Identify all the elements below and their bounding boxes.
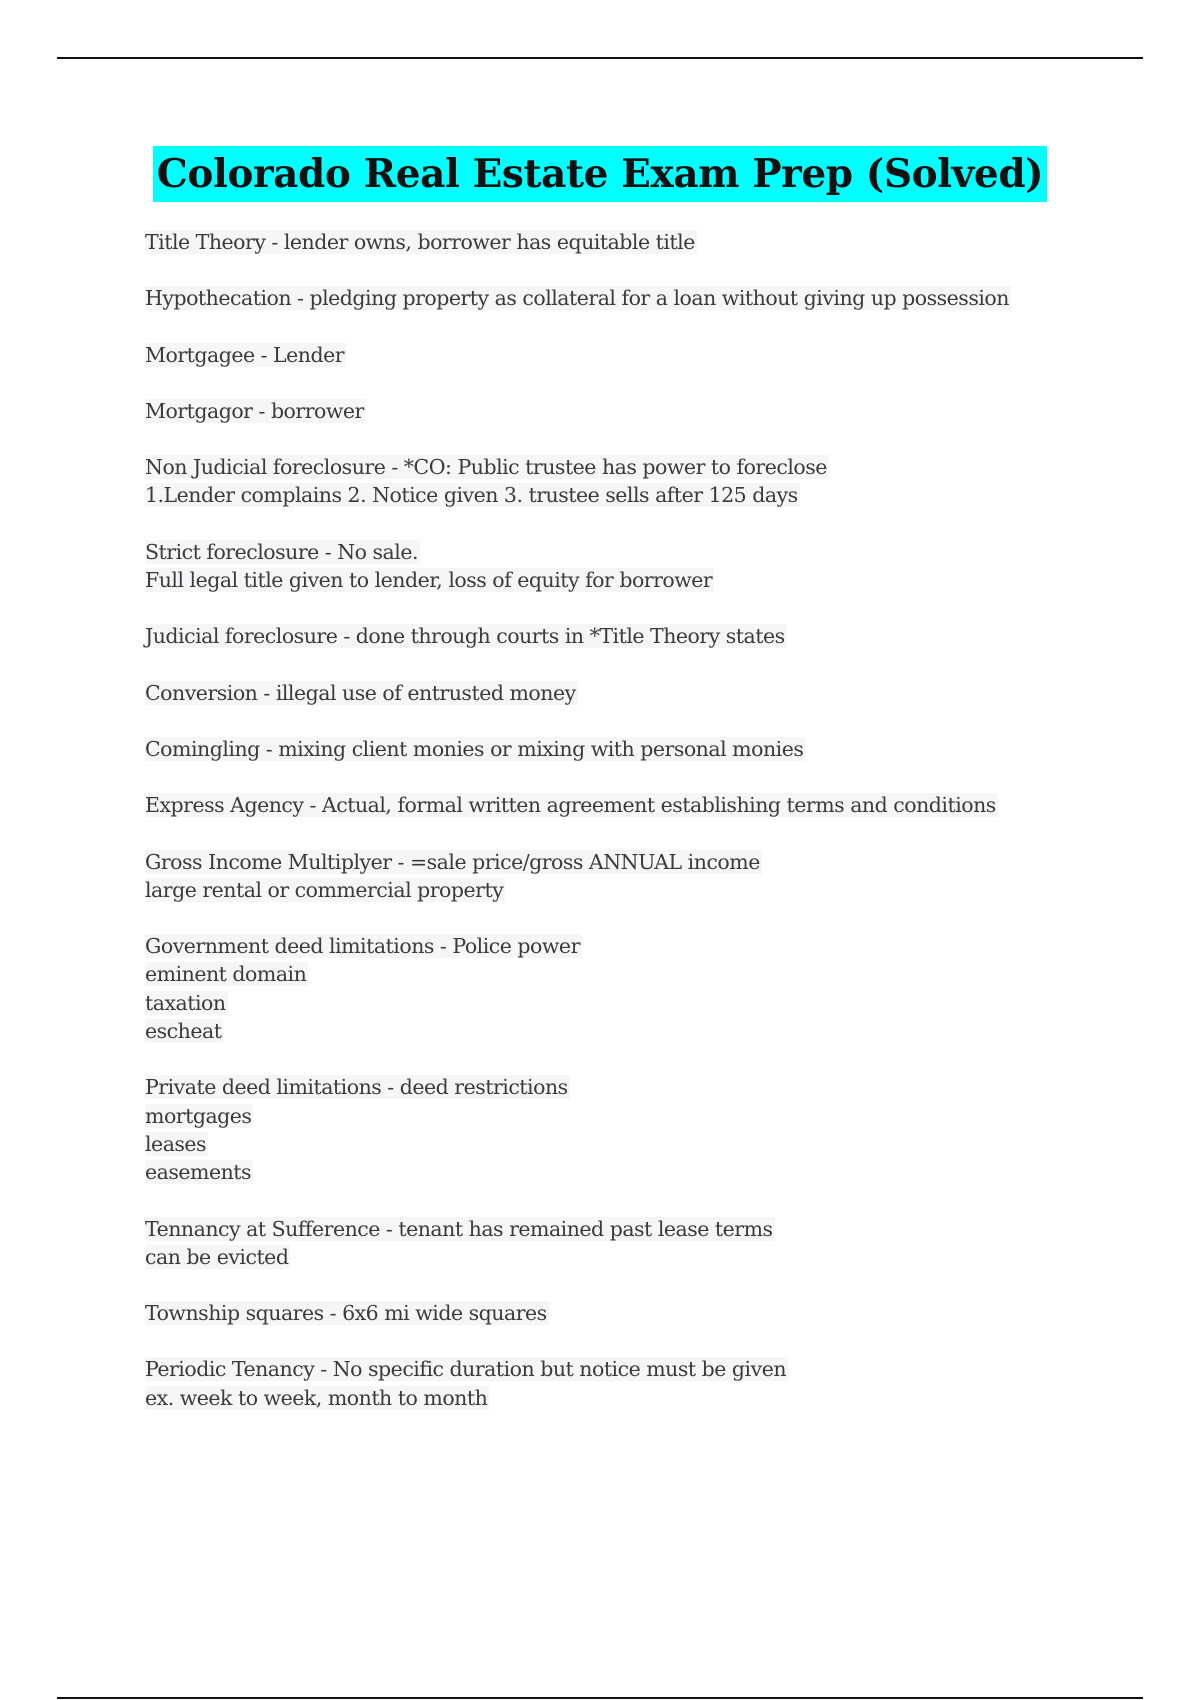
flashcard-entry xyxy=(145,932,1065,1045)
flashcard-entry xyxy=(145,1073,1065,1186)
entry-detail-line xyxy=(145,481,1065,509)
entry-text: escheat xyxy=(145,1019,222,1044)
entry-text: Conversion - illegal use of entrusted money xyxy=(145,680,576,705)
entry-text: Private deed limitations - deed restrictions xyxy=(145,1075,568,1100)
entry-text: eminent domain xyxy=(145,962,307,987)
flashcard-entry xyxy=(145,341,1065,369)
entry-text: Tennancy at Sufference - tenant has remained past lease terms xyxy=(145,1216,773,1241)
entry-term-definition xyxy=(145,453,1065,481)
flashcard-entry xyxy=(145,622,1065,650)
entry-text: mortgages xyxy=(145,1103,252,1128)
flashcard-list xyxy=(145,228,1065,1440)
entry-text: Periodic Tenancy - No specific duration but notice must be given xyxy=(145,1357,787,1382)
entry-detail-line xyxy=(145,1384,1065,1412)
title-container xyxy=(0,146,1200,202)
flashcard-entry xyxy=(145,284,1065,312)
entry-term-definition xyxy=(145,1215,1065,1243)
entry-text: Judicial foreclosure - done through courts in *Title Theory states xyxy=(145,624,785,649)
entry-detail-line xyxy=(145,876,1065,904)
entry-term-definition xyxy=(145,228,1065,256)
entry-text: easements xyxy=(145,1160,252,1185)
flashcard-entry xyxy=(145,397,1065,425)
entry-term-definition xyxy=(145,284,1065,312)
entry-detail-line xyxy=(145,1102,1065,1130)
entry-detail-line xyxy=(145,566,1065,594)
entry-term-definition xyxy=(145,1073,1065,1101)
entry-text: Express Agency - Actual, formal written agreement establishing terms and conditions xyxy=(145,793,996,818)
entry-text: Township squares - 6x6 mi wide squares xyxy=(145,1301,547,1326)
entry-text: ex. week to week, month to month xyxy=(145,1385,488,1410)
entry-term-definition xyxy=(145,679,1065,707)
flashcard-entry xyxy=(145,228,1065,256)
entry-text: Mortgagee - Lender xyxy=(145,342,345,367)
entry-detail-line xyxy=(145,989,1065,1017)
entry-detail-line xyxy=(145,1158,1065,1186)
entry-text: leases xyxy=(145,1131,207,1156)
entry-term-definition xyxy=(145,397,1065,425)
entry-text: Gross Income Multiplyer - =sale price/gross ANNUAL income xyxy=(145,849,760,874)
entry-text: can be evicted xyxy=(145,1244,289,1269)
entry-text: Hypothecation - pledging property as collateral for a loan without giving up possession xyxy=(145,286,1009,311)
flashcard-entry xyxy=(145,1215,1065,1272)
entry-text: Strict foreclosure - No sale. xyxy=(145,539,418,564)
entry-text: Title Theory - lender owns, borrower has equitable title xyxy=(145,230,695,254)
bottom-rule xyxy=(57,1697,1143,1699)
flashcard-entry xyxy=(145,848,1065,905)
entry-detail-line xyxy=(145,960,1065,988)
entry-term-definition xyxy=(145,791,1065,819)
entry-term-definition xyxy=(145,848,1065,876)
top-rule xyxy=(57,57,1143,59)
flashcard-entry xyxy=(145,791,1065,819)
page-title: Colorado Real Estate Exam Prep (Solved) xyxy=(153,146,1048,202)
entry-term-definition xyxy=(145,932,1065,960)
entry-text: Government deed limitations - Police power xyxy=(145,934,580,959)
entry-term-definition xyxy=(145,538,1065,566)
entry-text: 1.Lender complains 2. Notice given 3. trustee sells after 125 days xyxy=(145,483,798,508)
entry-text: Non Judicial foreclosure - *CO: Public trustee has power to foreclose xyxy=(145,455,827,480)
entry-text: taxation xyxy=(145,990,226,1015)
entry-term-definition xyxy=(145,341,1065,369)
entry-detail-line xyxy=(145,1130,1065,1158)
entry-detail-line xyxy=(145,1017,1065,1045)
entry-term-definition xyxy=(145,735,1065,763)
flashcard-entry xyxy=(145,1299,1065,1327)
entry-term-definition xyxy=(145,1355,1065,1383)
flashcard-entry xyxy=(145,679,1065,707)
entry-text: Mortgagor - borrower xyxy=(145,398,364,423)
entry-term-definition xyxy=(145,1299,1065,1327)
flashcard-entry xyxy=(145,538,1065,595)
entry-text: large rental or commercial property xyxy=(145,877,504,902)
flashcard-entry xyxy=(145,1355,1065,1412)
entry-text: Comingling - mixing client monies or mixing with personal monies xyxy=(145,736,804,761)
entry-detail-line xyxy=(145,1243,1065,1271)
flashcard-entry xyxy=(145,453,1065,510)
entry-text: Full legal title given to lender, loss of equity for borrower xyxy=(145,568,713,593)
entry-term-definition xyxy=(145,622,1065,650)
flashcard-entry xyxy=(145,735,1065,763)
